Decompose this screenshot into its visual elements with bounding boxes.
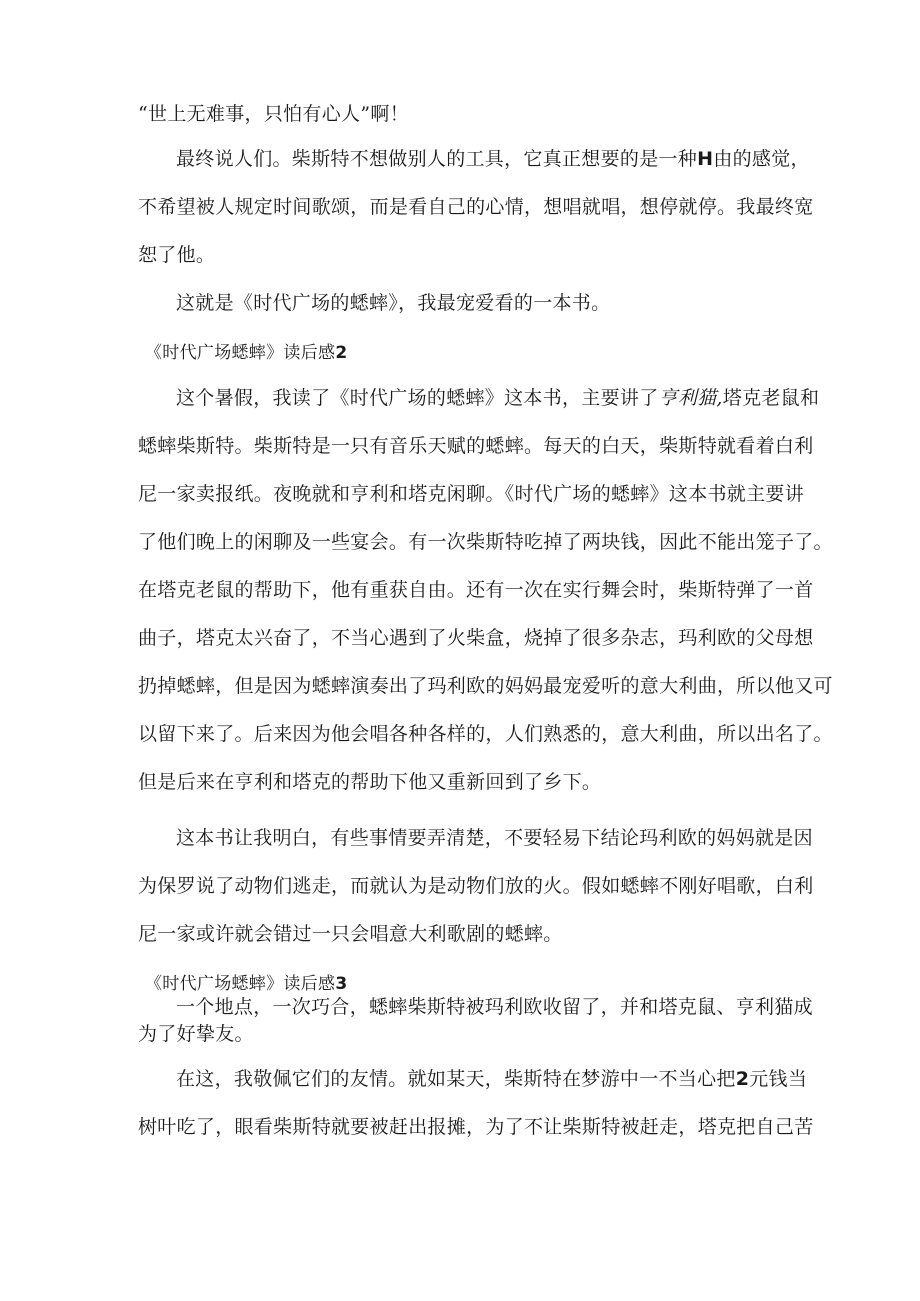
summer-text-c: 塔克老鼠和 — [722, 387, 820, 409]
summer-paragraph-line-2: 蟋蟀柴斯特。柴斯特是一只有音乐天赋的蟋蟀。每天的白天，柴斯特就看着白利 — [138, 435, 814, 457]
summer-paragraph-line-6: 曲子，塔克太兴奋了，不当心遇到了火柴盒，烧掉了很多杂志，玛利欧的父母想 — [138, 627, 814, 649]
summer-paragraph-line-8: 以留下来了。后来因为他会唱各种各样的，人们熟悉的，意大利曲，所以出名了。 — [138, 723, 833, 745]
friend-paragraph-line-2: 树叶吃了，眼看柴斯特就要被赶出报摊，为了不让柴斯特被赶走，塔克把自己苦 — [138, 1116, 814, 1138]
final-paragraph-text-a: 最终说人们。柴斯特不想做别人的工具，它真正想要的是一种 — [176, 148, 698, 170]
friend-text-c: 元钱当 — [749, 1068, 808, 1090]
book-line-1: 这就是《时代广场的蟋蟀》，我最宠爱看的一本书。 — [176, 292, 611, 314]
summer-paragraph-line-4: 了他们晚上的闲聊及一些宴会。有一次柴斯特吃掉了两块钱，因此不能出笼子了。 — [138, 531, 833, 553]
final-paragraph-line-2: 不希望被人规定时间歌颂，而是看自己的心情，想唱就唱，想停就停。我最终宽 — [138, 196, 814, 218]
place-paragraph-line-1: 一个地点，一次巧合，蟋蟀柴斯特被玛利欧收留了，并和塔克鼠、亨利猫成 — [176, 996, 813, 1018]
final-paragraph-line-3: 恕了他。 — [138, 244, 216, 266]
summer-text-italic: 亨利猫, — [658, 387, 723, 409]
heading-2-text: 《时代广场蟋蟀》读后感 — [145, 343, 336, 363]
section-heading-2 — [145, 341, 347, 365]
summer-paragraph-line-7: 扔掉蟋蟀，但是因为蟋蟀演奏出了玛利欧的妈妈最宠爱听的意大利曲，所以他又可 — [138, 675, 833, 697]
summer-paragraph-line-3: 尼一家卖报纸。夜晚就和亨利和塔克闲聊。《时代广场的蟋蟀》这本书就主要讲 — [138, 483, 805, 505]
heading-3-number: 3 — [335, 974, 348, 994]
summer-text-a: 这个暑假，我读了《时代广场的蟋蟀》这本书，主要讲了 — [176, 387, 659, 409]
summer-paragraph-line-9: 但是后来在亨利和塔克的帮助下他又重新回到了乡下。 — [138, 771, 602, 793]
lesson-paragraph-line-2: 为保罗说了动物们逃走，而就认为是动物们放的火。假如蟋蟀不刚好唱歌，白利 — [138, 875, 814, 897]
place-paragraph-line-2: 为了好挚友。 — [138, 1023, 254, 1045]
lesson-paragraph-line-1: 这本书让我明白，有些事情要弄清楚，不要轻易下结论玛利欧的妈妈就是因 — [176, 827, 813, 849]
lesson-paragraph-line-3: 尼一家或许就会错过一只会唱意大利歌剧的蟋蟀。 — [138, 923, 563, 945]
final-paragraph-text-c: 由的感觉， — [713, 148, 810, 170]
friend-paragraph-line-1 — [176, 1067, 808, 1091]
intro-line-1: “世上无难事，只怕有心人”啊！ — [138, 103, 409, 125]
summer-paragraph-line-1 — [176, 386, 820, 410]
heading-2-number: 2 — [335, 343, 348, 363]
final-paragraph-line-1 — [176, 147, 810, 171]
friend-text-a: 在这，我敬佩它们的友情。就如某天，柴斯特在梦游中一不当心把 — [176, 1068, 736, 1090]
heading-3-text: 《时代广场蟋蟀》读后感 — [145, 974, 336, 994]
final-paragraph-glyph: H — [697, 148, 714, 170]
friend-text-number: 2 — [735, 1068, 750, 1090]
summer-paragraph-line-5: 在塔克老鼠的帮助下，他有重获自由。还有一次在实行舞会时，柴斯特弹了一首 — [138, 579, 814, 601]
section-heading-3 — [145, 972, 347, 996]
